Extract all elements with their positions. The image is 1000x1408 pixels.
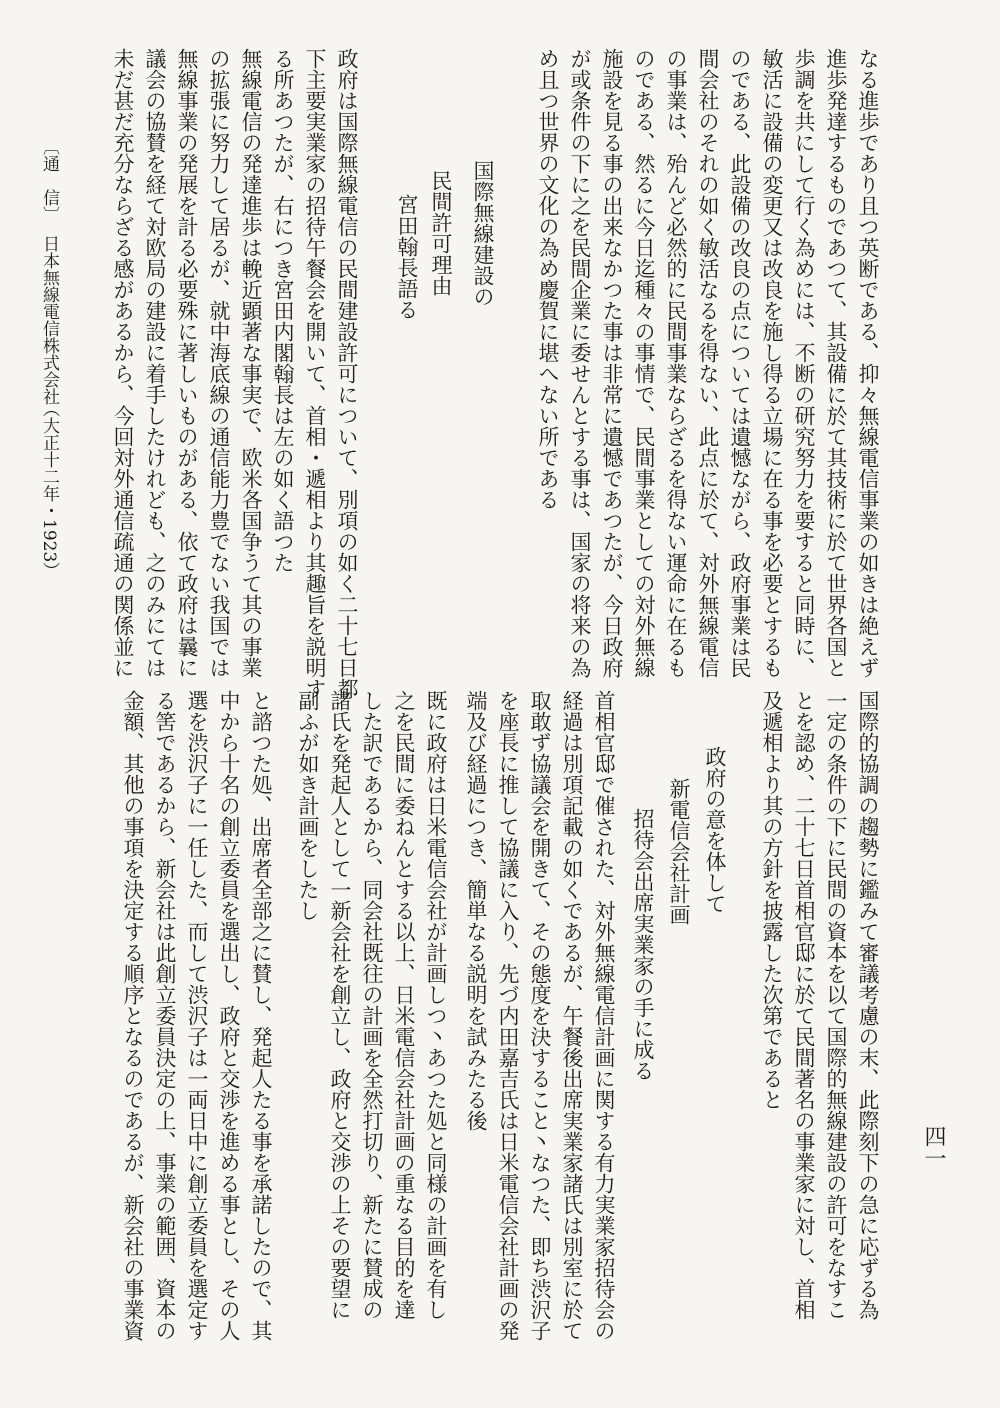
section-subtitle: 民間許可理由 xyxy=(429,170,453,296)
section-title: 国際無線建設の xyxy=(471,160,495,307)
body-column: 敏活に設備の変更又は改良を施し得る立場に在る事を必要とするも xyxy=(760,48,784,678)
body-column: を座長に推して協議に入り、先づ内田嘉吉氏は日米電信会社計画の発 xyxy=(496,690,520,1341)
body-column: 歩調を共にして行く為めには、不断の研究努力を要すると同時に、 xyxy=(792,48,816,678)
body-column: 端及び経過につき、簡単なる説明を試みたる後 xyxy=(464,690,488,1131)
footer-category: 〔通 信〕 xyxy=(39,138,59,223)
body-column: 間会社のそれの如く敏活なるを得ない、此点に於て、対外無線電信 xyxy=(696,48,720,678)
body-column: 及遞相より其の方針を披露した次第であると xyxy=(760,690,784,1110)
body-column: 進歩発達するものであつて、其設備に於て其技術に於て世界各国と xyxy=(824,48,848,678)
body-column: のである、此設備の改良の点については遺憾ながら、政府事業は民 xyxy=(728,48,752,678)
body-column: と諮つた処、出席者全部之に賛し、発起人たる事を承諾したので、其 xyxy=(249,690,273,1341)
footer-year: （大正十二年・1923） xyxy=(39,400,59,580)
body-column: が或条件の下に之を民間企業に委せんとする事は、国家の将来の為 xyxy=(568,48,592,678)
body-column: 政府は国際無線電信の民間建設許可について、別項の如く二十七日都 xyxy=(335,48,359,699)
section-byline: 宮田翰長語る xyxy=(395,194,419,320)
subheading-2: 新電信会社計画 xyxy=(667,778,691,925)
footer-company: 日本無線電信株式会社 xyxy=(39,235,59,405)
body-column: 選を渋沢子に一任した、而して渋沢子は一両日中に創立委員を選定す xyxy=(185,690,209,1341)
body-column: 諸氏を発起人として一新会社を創立し、政府と交渉の上その要望に xyxy=(328,690,352,1320)
body-column: 副ふが如き計画をしたし xyxy=(296,690,320,921)
subheading-1: 政府の意を体して xyxy=(703,746,727,914)
body-column: る筈であるから、新会社は此創立委員決定の上、事業の範囲、資本の xyxy=(153,690,177,1341)
body-column: 首相官邸で催された、対外無線電信計画に関する有力実業家招待会の xyxy=(592,690,616,1341)
body-column: 既に政府は日米電信会社が計画しつ丶あつた処と同様の計画を有し xyxy=(424,690,448,1320)
body-column: 未だ甚だ充分ならざる感があるから、今回対外通信疏通の関係並に xyxy=(111,48,135,678)
body-column: 国際的協調の趨勢に鑑みて審議考慮の末、此際刻下の急に応ずる為 xyxy=(856,690,880,1320)
body-column: 経過は別項記載の如くであるが、午餐後出席実業家諸氏は別室に於て xyxy=(560,690,584,1341)
body-column: 無線電信の発達進歩は輓近顕著な事実で、欧米各国争うて其の事業 xyxy=(239,48,263,678)
body-column: の事業は、殆んど必然的に民間事業ならざるを得ない運命に在るも xyxy=(664,48,688,678)
body-column: 中から十名の創立委員を選出し、政府と交渉を進める事とし、その人 xyxy=(217,690,241,1341)
body-column: め且つ世界の文化の為め慶賀に堪へない所である xyxy=(536,48,560,510)
body-column: とを認め、二十七日首相官邸に於て民間著名の事業家に対し、首相 xyxy=(792,690,816,1320)
body-column: 金額、其他の事項を決定する順序となるのであるが、新会社の事業資 xyxy=(121,690,145,1341)
body-column: のである、然るに今日迄種々の事情で、民間事業としての対外無線 xyxy=(632,48,656,678)
body-column: した訳であるから、同会社既往の計画を全然打切り、新たに賛成の xyxy=(360,690,384,1320)
body-column: 施設を見る事の出来なかつた事は非常に遺憾であつたが、今日政府 xyxy=(600,48,624,678)
subheading-3: 招待会出席実業家の手に成る xyxy=(631,808,655,1081)
body-column: 下主要実業家の招待午餐会を開いて、首相・遞相より其趣旨を説明す xyxy=(303,48,327,699)
body-column: 議会の協賛を経て対欧局の建設に着手したけれども、之のみにては xyxy=(143,48,167,678)
body-column: なる進歩であり且つ英断である、抑々無線電信事業の如きは絶えず xyxy=(856,48,880,678)
body-column: る所あつたが、右につき宮田内閣翰長は左の如く語つた xyxy=(271,48,295,573)
body-column: 之を民間に委ねんとする以上、日米電信会社計画の重なる目的を達 xyxy=(392,690,416,1320)
page-number: 四一 xyxy=(921,1125,946,1169)
body-column: 一定の条件の下に民間の資本を以て国際的無線建設の許可をなすこ xyxy=(824,690,848,1320)
body-column: 無線事業の発展を計る必要殊に著しいものがある、依て政府は曩に xyxy=(175,48,199,678)
body-column: の拡張に努力して居るが、就中海底線の通信能力豊でない我国では xyxy=(207,48,231,678)
body-column: 取敢ず協議会を開きて、その態度を決すること丶なつた、即ち渋沢子 xyxy=(528,690,552,1341)
